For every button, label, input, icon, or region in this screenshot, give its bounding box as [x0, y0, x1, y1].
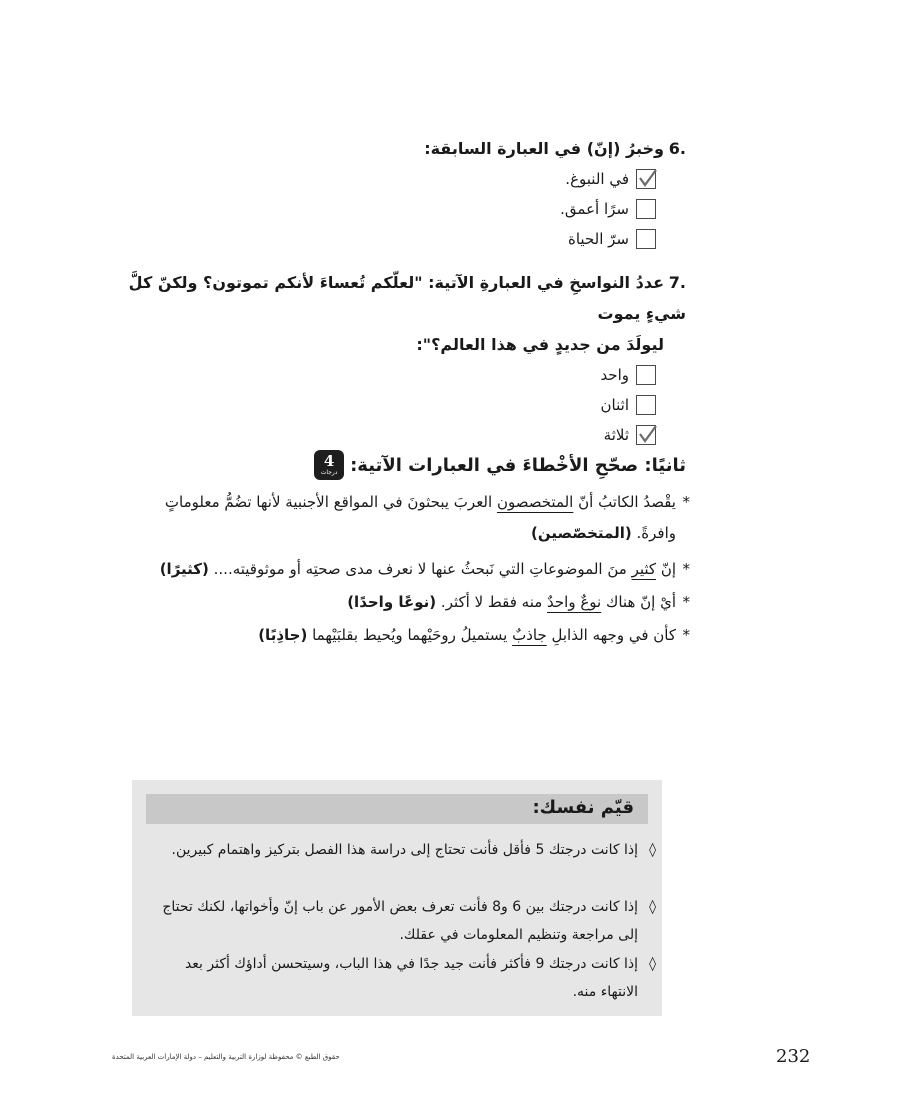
correction-item-1: * يقْصدُ الكاتبُ أنّ المتخصصون العربَ يبحثونَ في المواقع الأجنبية لأنها تضُمُّ معلوماتٍ وافرةً. (المتخصّصين) [136, 487, 676, 549]
bullet-star: * [682, 626, 690, 644]
question-7 [126, 267, 686, 450]
checkbox[interactable] [636, 365, 656, 385]
checkbox[interactable] [636, 425, 656, 445]
self-evaluation-title: قيّم نفسك: [532, 797, 634, 818]
correct-answer: (نوعًا واحدًا) [347, 593, 437, 611]
diamond-bullet-icon: ◊ [649, 956, 656, 972]
diamond-bullet-icon: ◊ [649, 842, 656, 858]
q7-option-1[interactable] [126, 360, 656, 390]
checkbox[interactable] [636, 169, 656, 189]
question-6-title: .6وخبرُ (إنّ) في العبارة السابقة: [126, 133, 686, 164]
q6-option-2[interactable] [126, 194, 656, 224]
question-6 [126, 133, 686, 254]
correction-item-4: * كأن في وجهه الذابلِ جاذبٌ يستميلُ روحَيْهما ويُحيط بقلبَيْهما (جاذِبًا) [136, 620, 676, 651]
option-label: في النبوغ. [565, 170, 629, 188]
correct-answer: (كثيرًا) [159, 560, 209, 578]
q6-option-3[interactable] [126, 224, 656, 254]
section-2-heading [314, 450, 686, 480]
q6-option-1[interactable] [126, 164, 656, 194]
q7-option-2[interactable] [126, 390, 656, 420]
diamond-bullet-icon: ◊ [649, 899, 656, 915]
checkbox[interactable] [636, 199, 656, 219]
question-number: .6 [668, 139, 686, 158]
check-icon [636, 423, 660, 447]
self-evaluation-header [146, 794, 648, 824]
correct-answer: (جاذِبًا) [258, 626, 308, 644]
evaluation-item-2: ◊ إذا كانت درجتك بين 6 و8 فأنت تعرف بعض الأمور عن باب إنّ وأخواتها، لكنك تحتاج إلى مراجعة وتنظيم المعلومات في عقلك. [148, 893, 638, 949]
option-label: اثنان [600, 396, 629, 414]
correction-item-2: * إنّ كثير منَ الموضوعاتِ التي نَبحثُ عنها لا نعرف مدى صحتِه أو موثوقيته.... (كثيرًا) [136, 554, 676, 585]
copyright-notice: حقوق الطبع © محفوظة لوزارة التربية والتعليم – دولة الإمارات العربية المتحدة [112, 1053, 340, 1061]
question-number: .7 [668, 273, 686, 292]
checkbox[interactable] [636, 395, 656, 415]
option-label: سرّ الحياة [568, 230, 629, 248]
bullet-star: * [682, 493, 690, 511]
question-7-title: .7عددُ النواسخِ في العبارةِ الآتية: "لعلّكم تُعساءَ لأنكم تموتون؟ ولكنّ كلَّ شيءٍ يموت [126, 267, 686, 329]
error-word: جاذبٌ [512, 626, 547, 644]
correct-answer: (المتخصّصين) [531, 524, 632, 542]
error-word: نوعٌ واحدٌ [547, 593, 602, 611]
question-7-title-cont: ليولَدَ من جديدٍ في هذا العالم؟": [416, 335, 664, 354]
option-label: واحد [600, 366, 629, 384]
correction-item-3: * أيْ إنّ هناك نوعٌ واحدٌ منه فقط لا أكثر. (نوعًا واحدًا) [136, 587, 676, 618]
evaluation-item-1: ◊ إذا كانت درجتك 5 فأقل فأنت تحتاج إلى دراسة هذا الفصل بتركيز واهتمام كبيرين. [148, 836, 638, 864]
check-icon [636, 167, 660, 191]
option-label: ثلاثة [603, 426, 629, 444]
bullet-star: * [682, 593, 690, 611]
page-number: 232 [776, 1046, 811, 1067]
bullet-star: * [682, 560, 690, 578]
error-word: المتخصصون [496, 493, 574, 511]
evaluation-item-3: ◊ إذا كانت درجتك 9 فأكثر فأنت جيد جدًا في هذا الباب، وسيتحسن أداؤك أكثر بعد الانتهاء منه. [148, 950, 638, 1006]
error-word: كثير [631, 560, 657, 578]
option-label: سرًا أعمق. [560, 200, 629, 218]
self-evaluation-box [132, 780, 662, 1016]
checkbox[interactable] [636, 229, 656, 249]
q7-option-3[interactable] [126, 420, 656, 450]
section-2-title: ثانيًا: صحّحِ الأخْطاءَ في العبارات الآتية: [350, 454, 686, 476]
score-badge: 4 درجات [314, 450, 344, 480]
